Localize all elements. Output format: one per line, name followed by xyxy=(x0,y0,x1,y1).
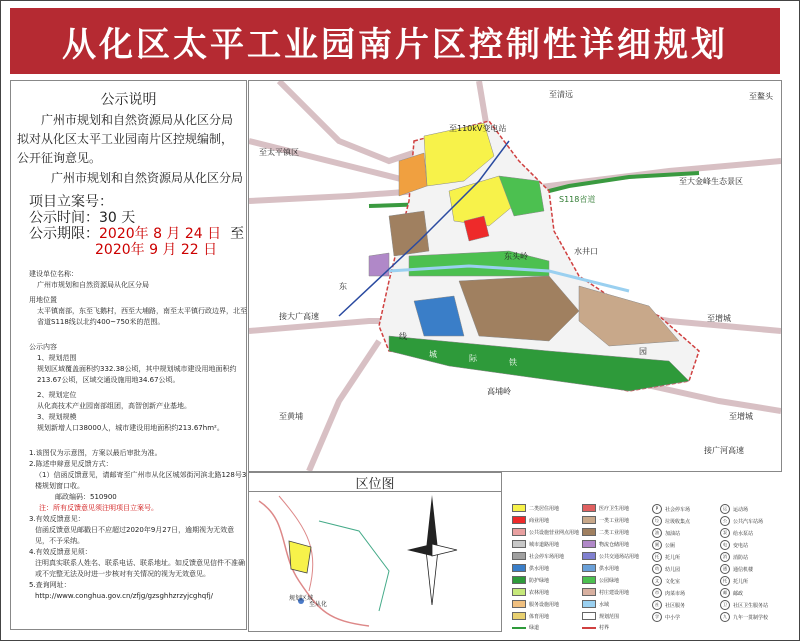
legend-facility-icon: 垃 xyxy=(652,516,662,526)
item1-text: 规划区域覆盖面积约332.38公顷，其中规划城市建设用地面积约213.67公顷，区域交通设施用地34.67公顷。 xyxy=(37,365,237,384)
legend-label: 肉菜市场 xyxy=(665,590,686,597)
legend-label: 公共汽车站场 xyxy=(733,518,764,525)
label-substation: 至110kV变电站 xyxy=(449,124,507,133)
legend-item xyxy=(512,612,549,620)
legend-facility-icon: 电 xyxy=(720,540,730,550)
legend-item xyxy=(582,564,619,572)
legend-icon-item xyxy=(720,612,768,622)
legend-icon-item xyxy=(720,528,753,538)
legend-swatch xyxy=(512,600,526,608)
legend-label: 城市道路用地 xyxy=(529,541,560,548)
legend-swatch xyxy=(512,588,526,596)
legend-facility-icon: 消 xyxy=(720,552,730,562)
legend-line-item xyxy=(512,624,539,631)
legend-facility-icon: 市 xyxy=(652,588,662,598)
label-dongsheng: 东 xyxy=(339,282,347,291)
legend-label: 二类工业用地 xyxy=(599,529,630,536)
legend-icon-item xyxy=(652,552,680,562)
legend-label: 通信机楼 xyxy=(733,566,754,573)
legend-item xyxy=(512,576,549,584)
legend-swatch xyxy=(582,552,596,560)
legend-label: 社区卫生服务站 xyxy=(733,602,769,609)
legend-swatch xyxy=(582,576,596,584)
legend-icon-item xyxy=(720,516,763,526)
legend-swatch xyxy=(512,564,526,572)
legend-swatch xyxy=(512,516,526,524)
project-period-start: 2020年 8 月 24 日 xyxy=(99,226,222,242)
legend-label: 防护绿地 xyxy=(529,577,550,584)
item1-title: 1、规划范围 xyxy=(37,354,77,362)
legend-facility-icon: 泵 xyxy=(720,528,730,538)
label-line-3: 际 xyxy=(469,354,477,363)
legend-item xyxy=(512,552,564,560)
remark3: 3.有效反馈意见： xyxy=(29,515,85,523)
item3-title: 3、规划规模 xyxy=(37,413,77,421)
page-title: 从化区太平工业园南片区控制性详细规划 xyxy=(10,8,780,74)
query-url: http://www.conghua.gov.cn/zfjg/gzsghhzrzyjcghqfj/ xyxy=(35,592,214,600)
label-daguang: 接大广高速 xyxy=(279,312,319,321)
legend-swatch xyxy=(512,612,526,620)
remark4: 4.有效反馈意见须： xyxy=(29,548,92,556)
legend-icon-item xyxy=(720,600,768,610)
legend-facility-icon: 卫 xyxy=(720,600,730,610)
legend-label: 托儿所 xyxy=(665,554,681,561)
legend-facility-icon: 邮 xyxy=(720,588,730,598)
legend-icon-item xyxy=(652,540,675,550)
legend-label: 运动场 xyxy=(733,506,749,513)
legend-facility-icon: 运 xyxy=(720,504,730,514)
compass-south xyxy=(426,550,438,605)
legend-label: 消防站 xyxy=(733,554,749,561)
legend-facility-icon: 文 xyxy=(652,576,662,586)
remark2b: 注：所有反馈意见须注明项目立案号。 xyxy=(39,504,158,512)
label-north-road: 至清远 xyxy=(549,90,573,99)
legend-line-item xyxy=(582,624,609,631)
legend-label: 社会停车场用地 xyxy=(529,553,565,560)
legend-item xyxy=(512,564,549,572)
legend-icon-item xyxy=(720,588,743,598)
legend-label: 村界 xyxy=(599,625,610,631)
project-time-label: 公示时间： xyxy=(29,210,99,226)
legend-item xyxy=(512,516,549,524)
remark1: 1.该图仅为示意图，方案以最后审批为准。 xyxy=(29,449,162,457)
legend-swatch xyxy=(512,552,526,560)
unit-label: 建设单位名称： xyxy=(29,270,78,278)
legend-label: 水域 xyxy=(599,601,610,608)
legend-label: 社会停车场 xyxy=(665,506,691,513)
legend-facility-icon: 托 xyxy=(652,552,662,562)
legend-label: 农林用地 xyxy=(529,589,550,596)
legend-line-swatch xyxy=(582,627,596,629)
legend-swatch xyxy=(582,588,596,596)
label-huangpu: 至黄埔 xyxy=(279,412,303,421)
location-road-3 xyxy=(319,521,389,611)
remark2: 2.陈述申辩意见反馈方式： xyxy=(29,460,113,468)
scope-label: 用地位置 xyxy=(29,296,57,304)
legend-icon-item xyxy=(720,552,748,562)
remark4-text: 注明真实联系人姓名、联系电话、联系地址。如反馈意见信件不准确或不完整无法及时进一步核对有关情况的视为无效意见。 xyxy=(35,559,245,578)
legend-label: 二类居住用地 xyxy=(529,505,560,512)
location-planning-area xyxy=(289,541,311,573)
label-s118: S118省道 xyxy=(559,195,596,204)
legend-label: 公园绿地 xyxy=(599,577,620,584)
project-period-label: 公示期限： xyxy=(29,226,99,242)
legend-swatch xyxy=(582,528,596,536)
remark2a: （1）信函反馈意见，请邮寄至广州市从化区城郊街河滨北路128号3楼规划窗口收。 xyxy=(35,471,247,490)
legend-label: 公厕 xyxy=(665,542,676,549)
legend-facility-icon: 学 xyxy=(652,612,662,622)
legend-item xyxy=(582,552,639,560)
label-yuan: 园 xyxy=(639,347,647,356)
legend-label: 幼儿园 xyxy=(665,566,681,573)
legend-item xyxy=(582,612,619,620)
legend-label: 邮政 xyxy=(733,590,744,597)
legend-line-swatch xyxy=(512,627,526,629)
legend-label: 变电站 xyxy=(733,542,749,549)
notice-panel xyxy=(10,80,247,630)
label-yuezhuang: 至增城 xyxy=(729,412,753,421)
legend-swatch xyxy=(512,576,526,584)
location-area-label: 规划区域 xyxy=(289,595,314,602)
item2-text: 从化高技术产业园南部组团，高智创新产业基地。 xyxy=(37,402,191,410)
legend-item xyxy=(582,504,629,512)
legend-facility-icon: 九 xyxy=(720,612,730,622)
legend-swatch xyxy=(582,612,596,620)
legend-facility-icon: 通 xyxy=(720,564,730,574)
item2-title: 2、规划定位 xyxy=(37,391,77,399)
legend-item xyxy=(582,528,629,536)
legend-facility-icon: 托 xyxy=(720,576,730,586)
legend-item xyxy=(512,504,559,512)
legend-label: 垃圾收集点 xyxy=(665,518,691,525)
legend-label: 商业用地 xyxy=(529,517,550,524)
legend-label: 公共交通场站用地 xyxy=(599,553,640,560)
road-sw xyxy=(309,341,379,471)
legend-item xyxy=(512,528,579,536)
legend-swatch xyxy=(582,540,596,548)
legend-label: 中小学 xyxy=(665,614,681,621)
legend-item xyxy=(512,540,559,548)
unit-value: 广州市规划和自然资源局从化区分局 xyxy=(37,281,149,289)
remark3-text: 信函反馈意见邮戳日不应超过2020年9月27日，逾期视为无效意见，不予采纳。 xyxy=(35,526,235,545)
details-block xyxy=(29,269,247,602)
legend-item xyxy=(582,588,629,596)
label-water: 水井口 xyxy=(574,247,598,256)
legend-item xyxy=(582,540,629,548)
legend-icon-item xyxy=(652,516,690,526)
legend-icon-item xyxy=(720,576,748,586)
legend-label: 医疗卫生用地 xyxy=(599,505,630,512)
legend-swatch xyxy=(512,540,526,548)
label-gaopuling: 高埔岭 xyxy=(487,387,511,396)
scope-value: 太平镇南部，东至飞鹅村，西至大埔路，南至太平镇行政边界，北至省道S118线以北约400~750米的范围。 xyxy=(37,307,247,326)
location-town-label: 至从化 xyxy=(309,601,328,608)
legend-label: 供水用地 xyxy=(599,565,620,572)
location-map-title: 区位图 xyxy=(249,473,501,492)
legend-label: 九年一贯制学校 xyxy=(733,614,769,621)
land-use-map-svg xyxy=(249,81,781,471)
legend-item xyxy=(512,588,549,596)
label-line-1: 线 xyxy=(399,332,407,341)
label-jiuquan: 东头岭 xyxy=(504,252,528,261)
legend-item xyxy=(582,600,609,608)
legend-icon-item xyxy=(720,504,748,514)
location-map xyxy=(248,472,502,632)
postcode: 邮政编码：510900 xyxy=(55,493,117,501)
location-map-svg xyxy=(249,491,501,631)
legend-label: 社区服务 xyxy=(665,602,686,609)
legend-facility-icon: 社 xyxy=(652,600,662,610)
notice-body: 广州市规划和自然资源局从化区分局拟对从化区太平工业园南片区控规编制，公开征询意见。 xyxy=(17,113,234,165)
legend-item xyxy=(582,576,619,584)
legend-icon-item xyxy=(652,504,690,514)
legend-facility-icon: 厕 xyxy=(652,540,662,550)
legend-swatch xyxy=(582,564,596,572)
land-use-map xyxy=(248,80,782,472)
road-west-2 xyxy=(249,191,419,201)
notice-signer: 广州市规划和自然资源局从化区分局 xyxy=(50,171,243,185)
legend-label: 村庄建设用地 xyxy=(599,589,630,596)
legend-facility-icon: P xyxy=(652,504,662,514)
legend-icon-item xyxy=(652,600,685,610)
legend-item xyxy=(512,600,559,608)
legend-icon-item xyxy=(720,540,748,550)
compass-west xyxy=(407,544,432,556)
compass-north xyxy=(426,495,438,550)
legend-icon-item xyxy=(652,576,680,586)
label-aotou: 至鳌头 xyxy=(749,92,773,101)
content-label: 公示内容 xyxy=(29,343,57,351)
legend-swatch xyxy=(582,504,596,512)
legend-swatch xyxy=(512,504,526,512)
legend-icon-item xyxy=(652,612,680,622)
industrial-west xyxy=(389,211,429,256)
compass-rose-icon xyxy=(402,490,462,610)
legend xyxy=(512,504,782,630)
legend-label: 文化室 xyxy=(665,578,681,585)
legend-icon-item xyxy=(720,564,753,574)
label-line-2: 城 xyxy=(429,350,437,359)
legend-label: 规划范围 xyxy=(599,613,620,620)
legend-label: 服务设施用地 xyxy=(529,601,560,608)
project-period-to: 至 xyxy=(230,226,245,242)
legend-icon-item xyxy=(652,528,680,538)
legend-label: 加油站 xyxy=(665,530,681,537)
legend-icon-item xyxy=(652,588,685,598)
label-jinfeng: 至大金峰生态景区 xyxy=(679,177,743,186)
label-gaosu-right: 至增城 xyxy=(707,314,731,323)
legend-icon-item xyxy=(652,564,680,574)
legend-swatch xyxy=(582,516,596,524)
legend-facility-icon: 公 xyxy=(720,516,730,526)
legend-swatch xyxy=(512,528,526,536)
project-time-value: 30 天 xyxy=(99,210,136,226)
legend-item xyxy=(582,516,629,524)
project-period-end: 2020年 9 月 22 日 xyxy=(95,242,218,258)
notice-heading: 公示说明 xyxy=(100,92,157,108)
legend-label: 体育用地 xyxy=(529,613,550,620)
legend-label: 给水泵站 xyxy=(733,530,754,537)
label-taiping: 至太平镇区 xyxy=(259,148,299,157)
label-line-4: 铁 xyxy=(509,358,517,367)
legend-label: 公共设施营业网点用地 xyxy=(529,529,580,536)
remark5: 5.查询网址： xyxy=(29,581,71,589)
legend-facility-icon: 幼 xyxy=(652,564,662,574)
legend-label: 供水用地 xyxy=(529,565,550,572)
legend-label: 物流仓储用地 xyxy=(599,541,630,548)
legend-label: 一类工业用地 xyxy=(599,517,630,524)
item3-text: 规划新增人口38000人，城市建设用地面积约213.67hm²。 xyxy=(37,424,224,432)
legend-swatch xyxy=(582,600,596,608)
legend-label: 绿道 xyxy=(529,625,540,631)
compass-east xyxy=(432,544,457,556)
label-daguang-right: 接广河高速 xyxy=(704,446,744,455)
project-code-label: 项目立案号： xyxy=(29,194,113,210)
legend-facility-icon: 油 xyxy=(652,528,662,538)
legend-label: 托儿所 xyxy=(733,578,749,585)
